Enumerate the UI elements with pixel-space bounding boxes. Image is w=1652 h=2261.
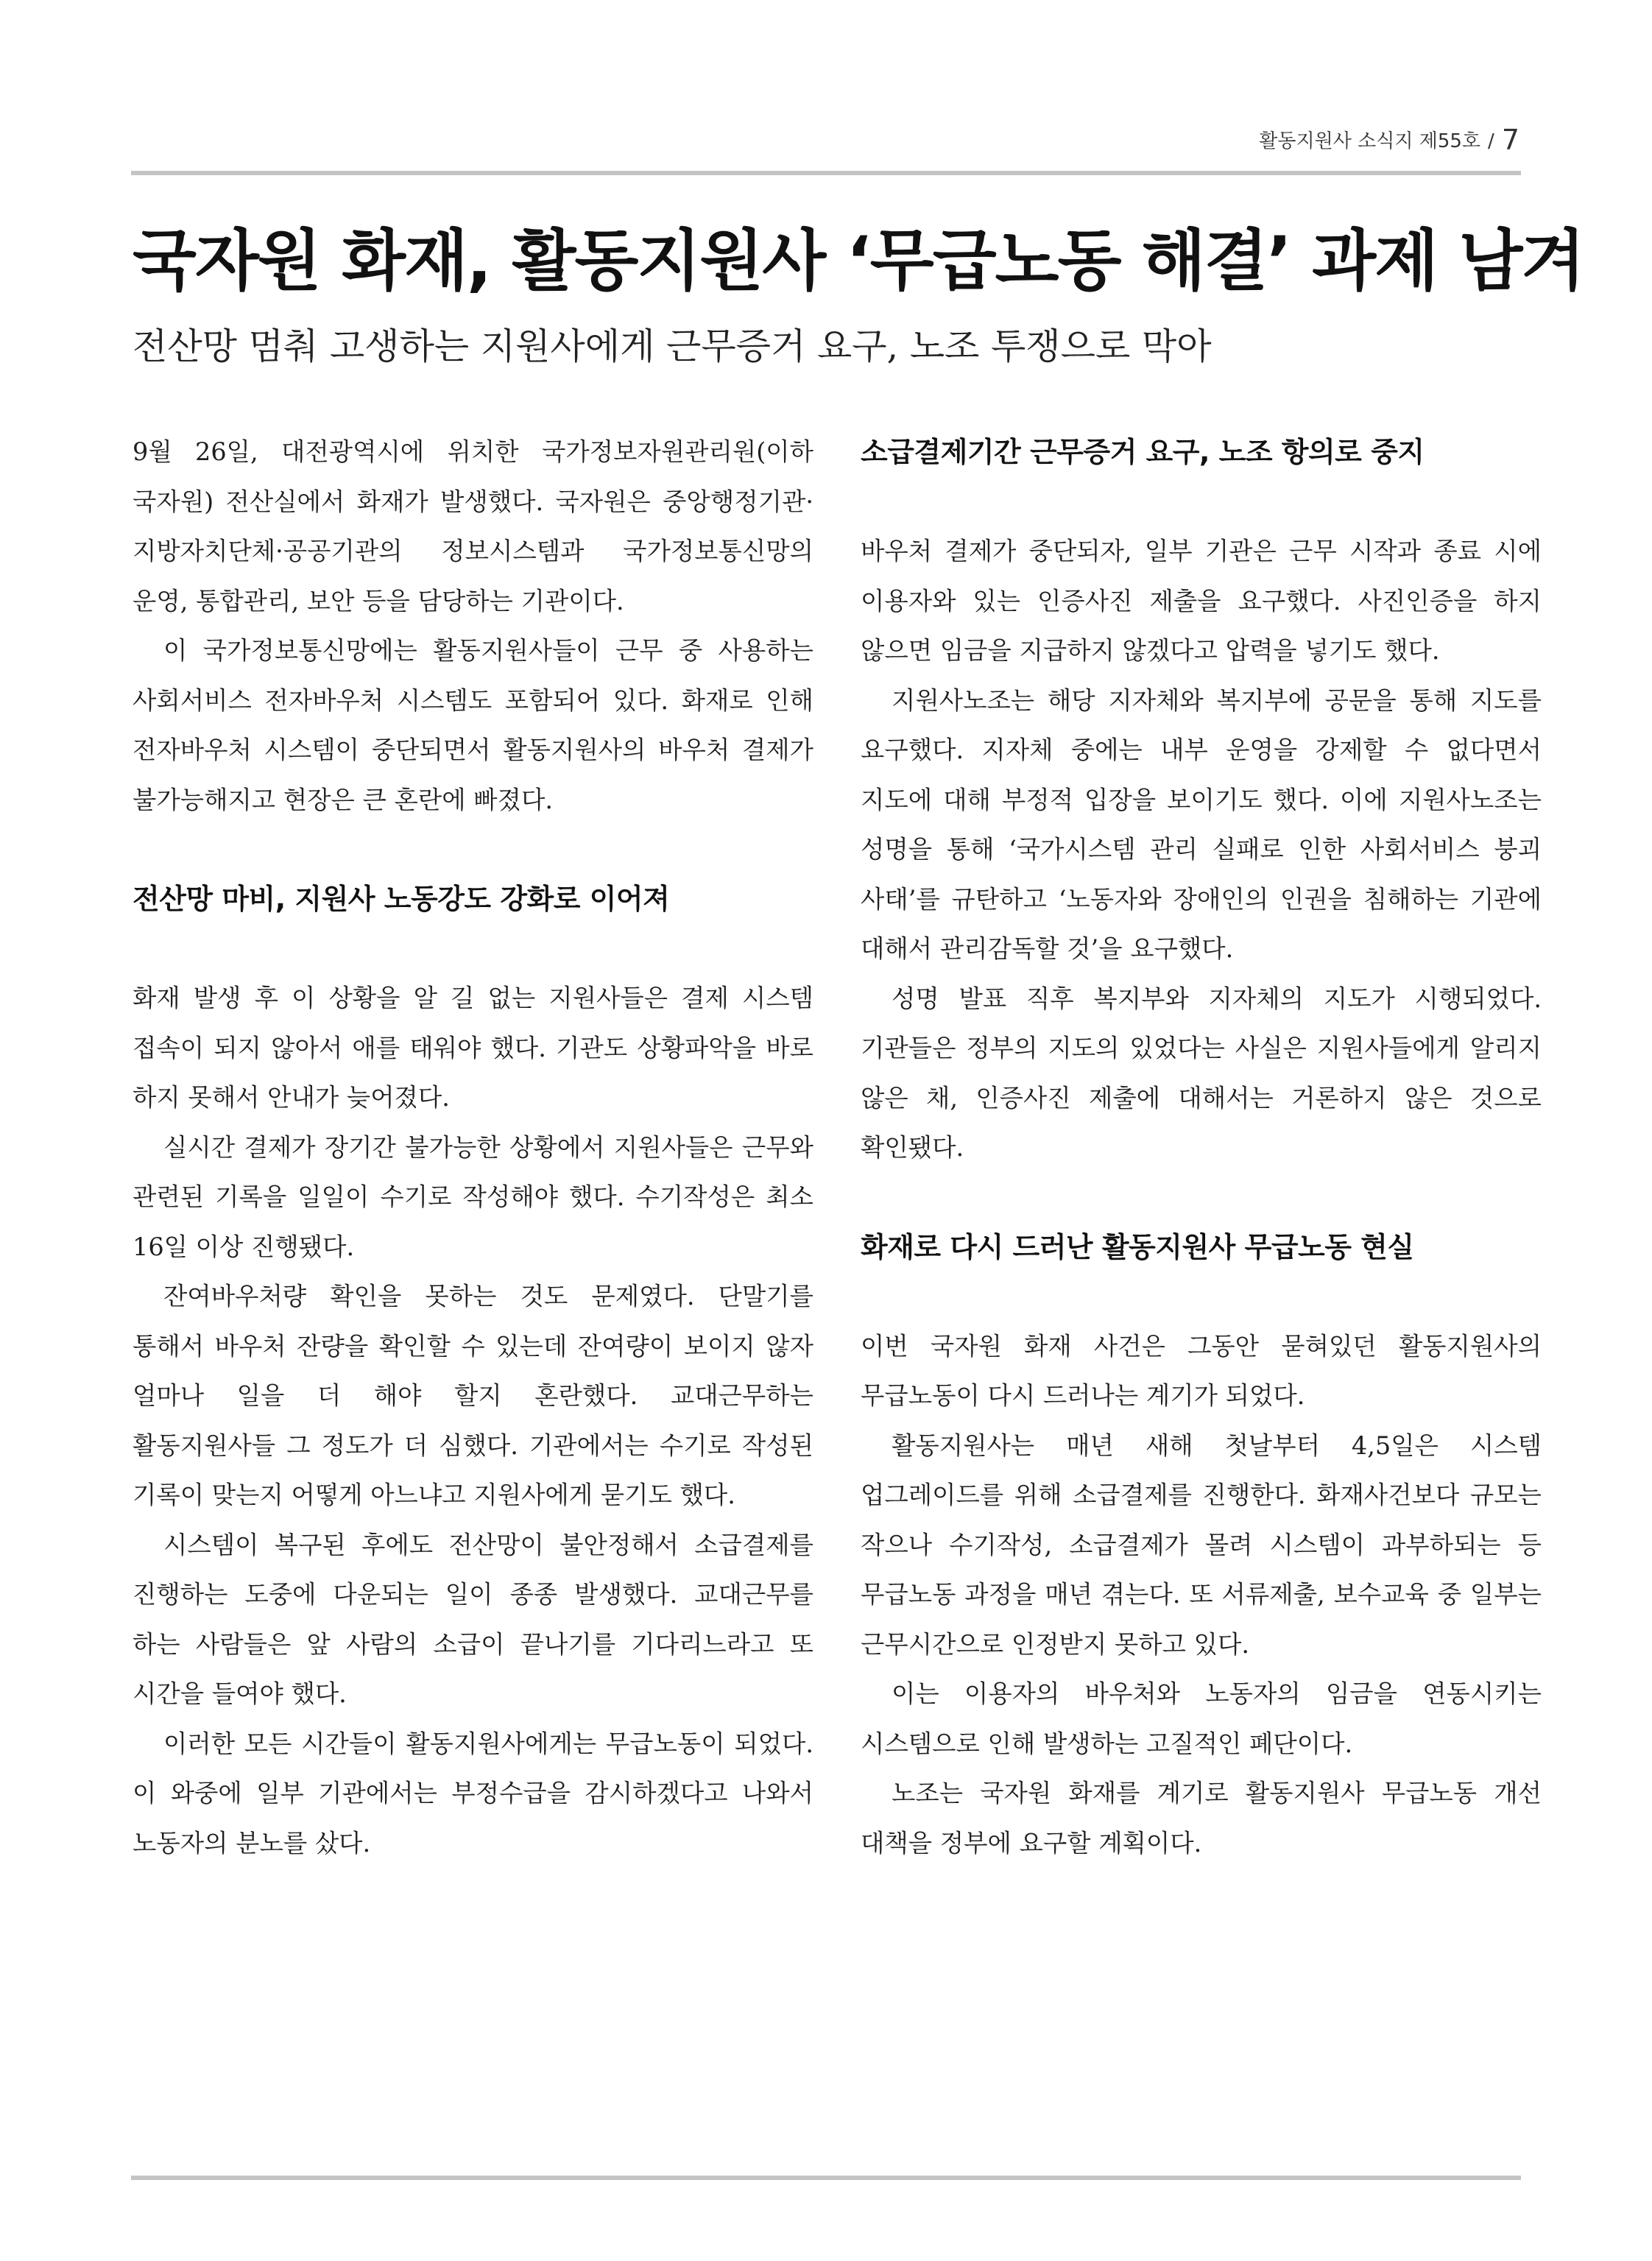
paragraph: 바우처 결제가 중단되자, 일부 기관은 근무 시작과 종료 시에 이용자와 있는 인증사진 제출을 요구했다. 사진인증을 하지 않으면 임금을 지급하지 않겠다고 압력을 넣기도 했다. [861,537,1542,665]
paragraph: 이러한 모든 시간들이 활동지원사에게는 무급노동이 되었다. 이 와중에 일부 기관에서는 부정수급을 감시하겠다고 나와서 노동자의 분노를 샀다. [133,1729,813,1858]
page-header [1259,124,1519,156]
paragraph: 이 국가정보통신망에는 활동지원사들이 근무 중 사용하는 사회서비스 전자바우처 시스템도 포함되어 있다. 화재로 인해 전자바우처 시스템이 중단되면서 활동지원사의 바우처 결제가 불가능해지고 현장은 큰 혼란에 빠졌다. [133,636,813,814]
paragraph: 성명 발표 직후 복지부와 지자체의 지도가 시행되었다. 기관들은 정부의 지도의 있었다는 사실은 지원사들에게 알리지 않은 채, 인증사진 제출에 대해서는 거론하지 않은 것으로 확인됐다. [861,984,1542,1162]
paragraph: 이번 국자원 화재 사건은 그동안 묻혀있던 활동지원사의 무급노동이 다시 드러나는 계기가 되었다. [861,1331,1542,1410]
bottom-divider [131,2176,1521,2180]
paragraph: 이는 이용자의 바우처와 노동자의 임금을 연동시키는 시스템으로 인해 발생하는 고질적인 폐단이다. [861,1679,1542,1758]
paragraph: 화재 발생 후 이 상황을 알 길 없는 지원사들은 결제 시스템 접속이 되지 않아서 애를 태워야 했다. 기관도 상황파악을 바로 하지 못해서 안내가 늦어졌다. [133,984,813,1112]
paragraph: 활동지원사는 매년 새해 첫날부터 4,5일은 시스템 업그레이드를 위해 소급결제를 진행한다. 화재사건보다 규모는 작으나 수기작성, 소급결제가 몰려 시스템이 과부하되는 등 무급노동 과정을 매년 겪는다. 또 서류제출, 보수교육 중 일부는 근무시간으로 인정받지 못하고 있다. [861,1431,1542,1659]
paragraph: 실시간 결제가 장기간 불가능한 상황에서 지원사들은 근무와 관련된 기록을 일일이 수기로 작성해야 했다. 수기작성은 최소 16일 이상 진행됐다. [133,1132,813,1261]
top-divider [131,171,1521,175]
left-column [133,427,813,1868]
section-heading: 화재로 다시 드러난 활동지원사 무급노동 현실 [861,1230,1414,1263]
header-separator: / [1488,130,1494,152]
section-heading: 소급결제기간 근무증거 요구, 노조 항의로 중지 [861,436,1425,468]
paragraph: 노조는 국자원 화재를 계기로 활동지원사 무급노동 개선 대책을 정부에 요구할 계획이다. [861,1779,1542,1858]
right-column [861,427,1542,1868]
publication-name: 활동지원사 소식지 제55호 [1259,130,1481,152]
page-number: 7 [1501,124,1519,156]
section-heading: 전산망 마비, 지원사 노동강도 강화로 이어져 [133,883,670,915]
article-subheadline: 전산망 멈춰 고생하는 지원사에게 근무증거 요구, 노조 투쟁으로 막아 [133,325,1212,367]
paragraph: 지원사노조는 해당 지자체와 복지부에 공문을 통해 지도를 요구했다. 지자체 중에는 내부 운영을 강제할 수 없다면서 지도에 대해 부정적 입장을 보이기도 했다. 이에 지원사노조는 성명을 통해 ‘국가시스템 관리 실패로 인한 사회서비스 붕괴 사태’를 규탄하고 ‘노동자와 장애인의 인권을 침해하는 기관에 대해서 관리감독할 것’을 요구했다. [861,685,1542,963]
article-headline: 국자원 화재, 활동지원사 ‘무급노동 해결’ 과제 남겨 [133,222,1584,300]
paragraph: 시스템이 복구된 후에도 전산망이 불안정해서 소급결제를 진행하는 도중에 다운되는 일이 종종 발생했다. 교대근무를 하는 사람들은 앞 사람의 소급이 끝나기를 기다리느라고 또 시간을 들여야 했다. [133,1530,813,1708]
paragraph: 잔여바우처량 확인을 못하는 것도 문제였다. 단말기를 통해서 바우처 잔량을 확인할 수 있는데 잔여량이 보이지 않자 얼마나 일을 더 해야 할지 혼란했다. 교대근무하는 활동지원사들 그 정도가 더 심했다. 기관에서는 수기로 작성된 기록이 맞는지 어떻게 아느냐고 지원사에게 묻기도 했다. [133,1282,813,1509]
paragraph: 9월 26일, 대전광역시에 위치한 국가정보자원관리원(이하 국자원) 전산실에서 화재가 발생했다. 국자원은 중앙행정기관·지방자치단체·공공기관의 정보시스템과 국가정보통신망의 운영, 통합관리, 보안 등을 담당하는 기관이다. [133,437,813,615]
